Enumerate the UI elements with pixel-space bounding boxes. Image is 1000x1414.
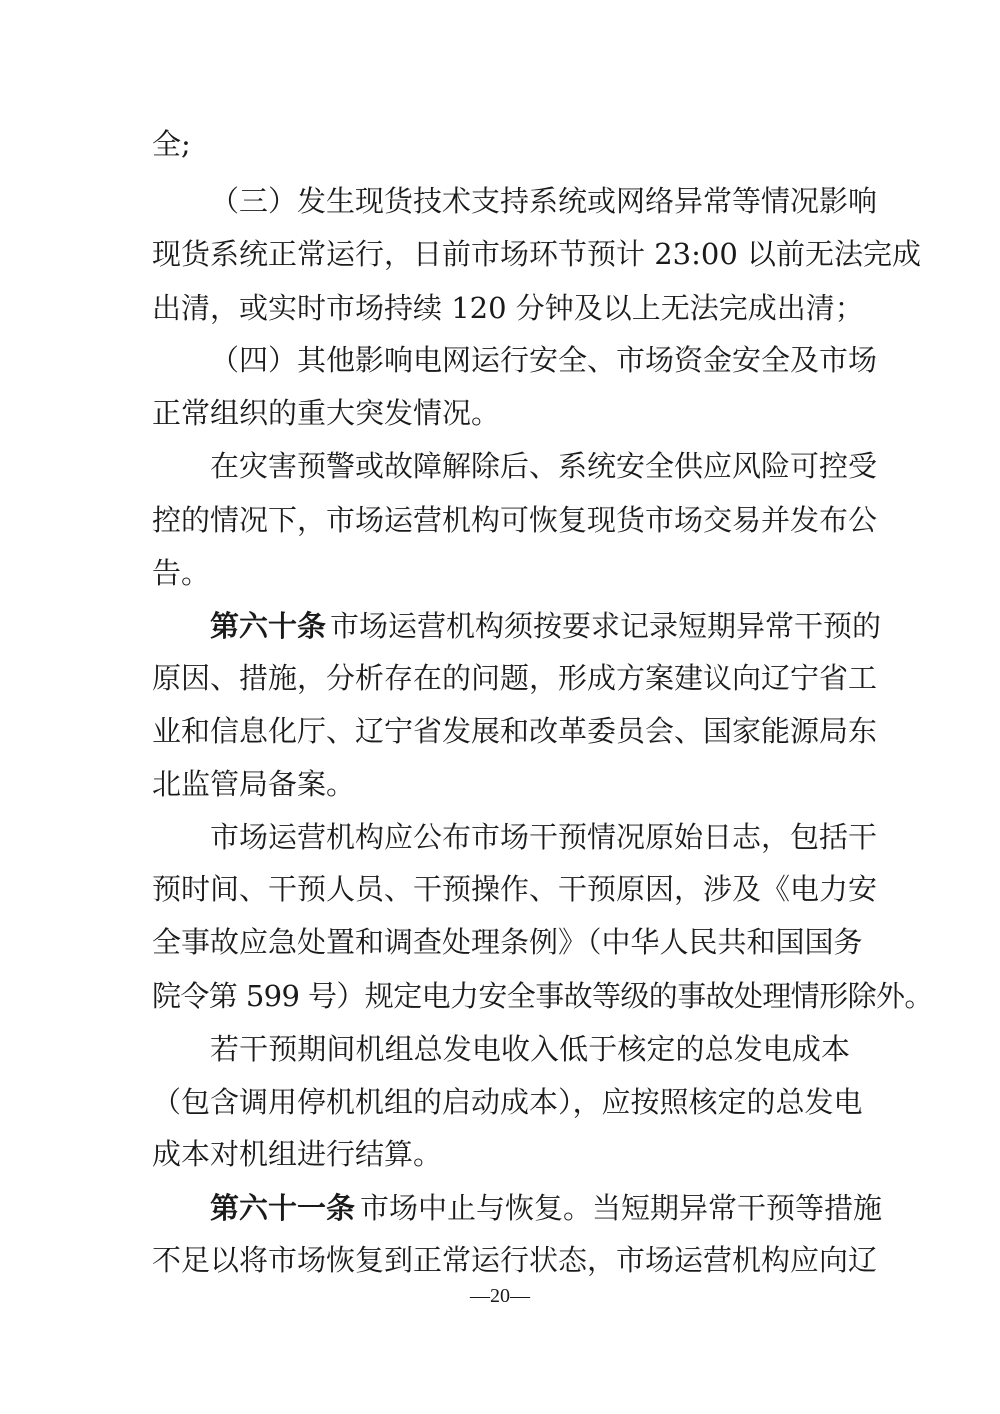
page-number: —20— [470, 1285, 530, 1307]
text-line: 北监管局备案。 [152, 767, 356, 801]
text-line: 院令第 599 号）规定电力安全事故等级的事故处理情形除外。 [152, 979, 933, 1013]
text-line: 成本对机组进行结算。 [152, 1137, 443, 1171]
text-line: 控的情况下，市场运营机构可恢复现货市场交易并发布公 [152, 503, 878, 537]
text-line: 全; [152, 127, 191, 161]
text-line: 市场中止与恢复。当短期异常干预等措施 [360, 1191, 883, 1225]
text-line: 预时间、干预人员、干预操作、干预原因，涉及《电力安 [152, 872, 878, 906]
article-61-first-line [210, 1188, 883, 1228]
text-line: 若干预期间机组总发电收入低于核定的总发电成本 [210, 1032, 850, 1066]
text-line: 市场运营机构须按要求记录短期异常干预的 [330, 609, 882, 643]
text-line: 正常组织的重大突发情况。 [152, 396, 501, 430]
text-line: 业和信息化厅、辽宁省发展和改革委员会、国家能源局东 [152, 714, 878, 748]
article-60-heading: 第六十条 [210, 609, 327, 643]
text-line: 不足以将市场恢复到正常运行状态，市场运营机构应向辽 [152, 1243, 878, 1277]
text-line: 在灾害预警或故障解除后、系统安全供应风险可控受 [210, 449, 878, 483]
text-line: （包含调用停机机组的启动成本），应按照核定的总发电 [152, 1085, 863, 1119]
article-60-first-line [210, 606, 882, 646]
text-line: 现货系统正常运行，日前市场环节预计 23:00 以前无法完成 [152, 237, 922, 271]
text-line: （四）其他影响电网运行安全、市场资金安全及市场 [210, 343, 878, 377]
text-line: 市场运营机构应公布市场干预情况原始日志，包括干 [210, 820, 878, 854]
text-line: 全事故应急处置和调查处理条例》（中华人民共和国国务 [152, 925, 863, 959]
text-line: 原因、措施，分析存在的问题，形成方案建议向辽宁省工 [152, 661, 878, 695]
text-line: 告。 [152, 556, 211, 590]
article-61-heading: 第六十一条 [210, 1191, 356, 1225]
text-line: （三）发生现货技术支持系统或网络异常等情况影响 [210, 184, 878, 218]
text-line: 出清，或实时市场持续 120 分钟及以上无法完成出清； [152, 291, 864, 325]
